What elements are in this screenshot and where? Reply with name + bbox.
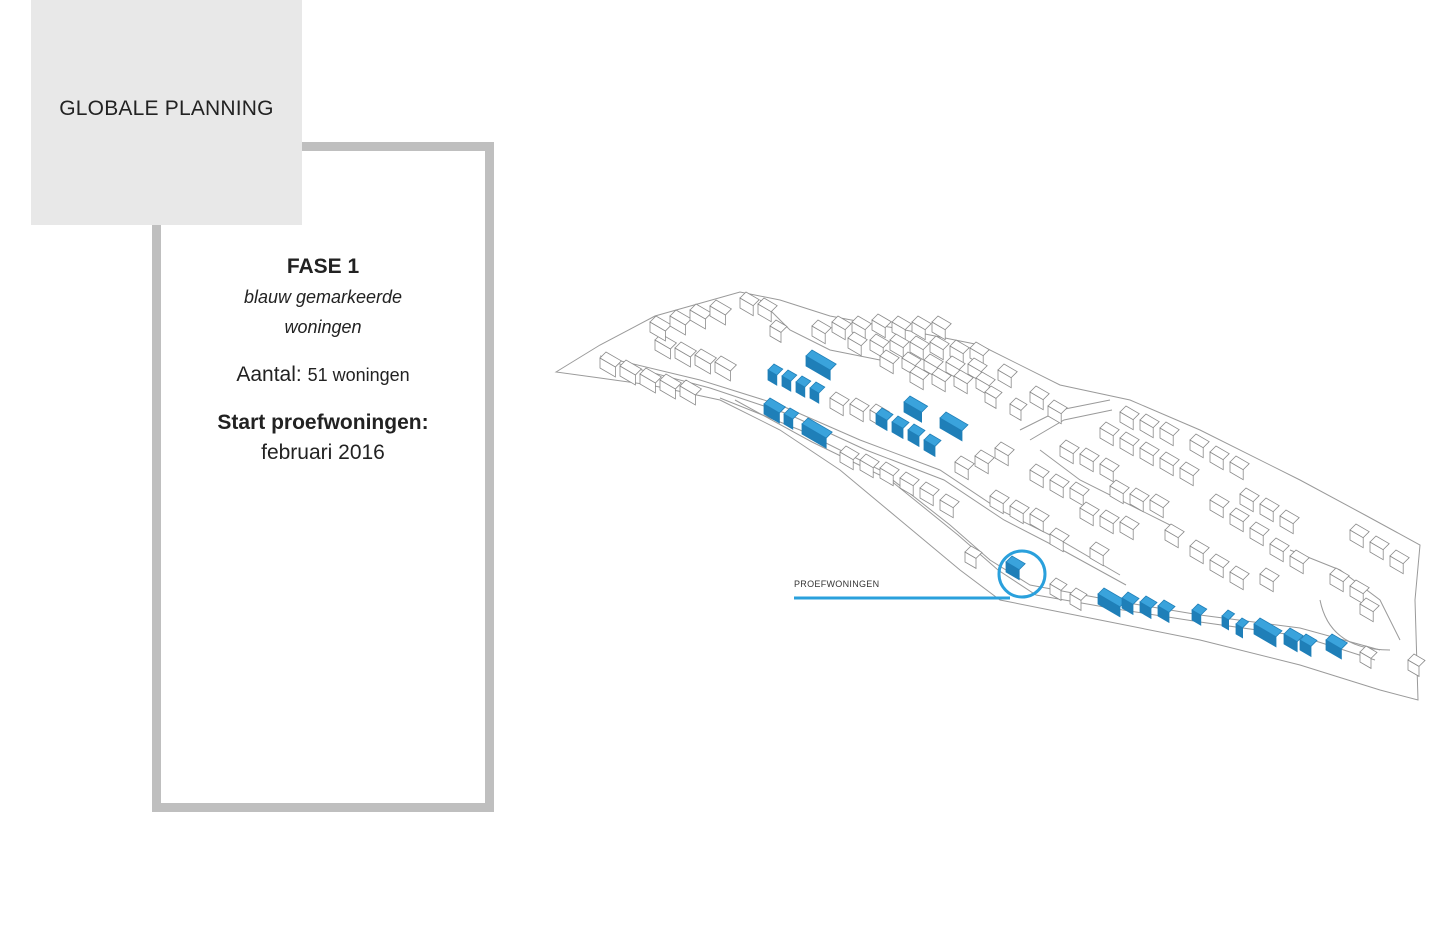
callout-circle [999,551,1045,597]
existing-houses [600,292,1425,676]
count-label: Aantal: [236,363,302,386]
page-title: GLOBALE PLANNING [59,97,274,120]
phase-info [152,252,494,468]
start-label: Start proefwoningen: [217,411,429,434]
start-date: februari 2016 [261,441,385,464]
site-map [540,270,1430,710]
title-box [31,0,302,225]
phase-description: blauw gemarkeerde woningen [243,287,403,337]
proefwoningen-callout [794,551,1045,598]
count-line [152,360,494,390]
info-frame [152,142,494,812]
phase-name: FASE 1 [286,255,360,278]
callout-label: PROEFWONINGEN [794,579,880,589]
count-value: 51 woningen [307,365,410,385]
